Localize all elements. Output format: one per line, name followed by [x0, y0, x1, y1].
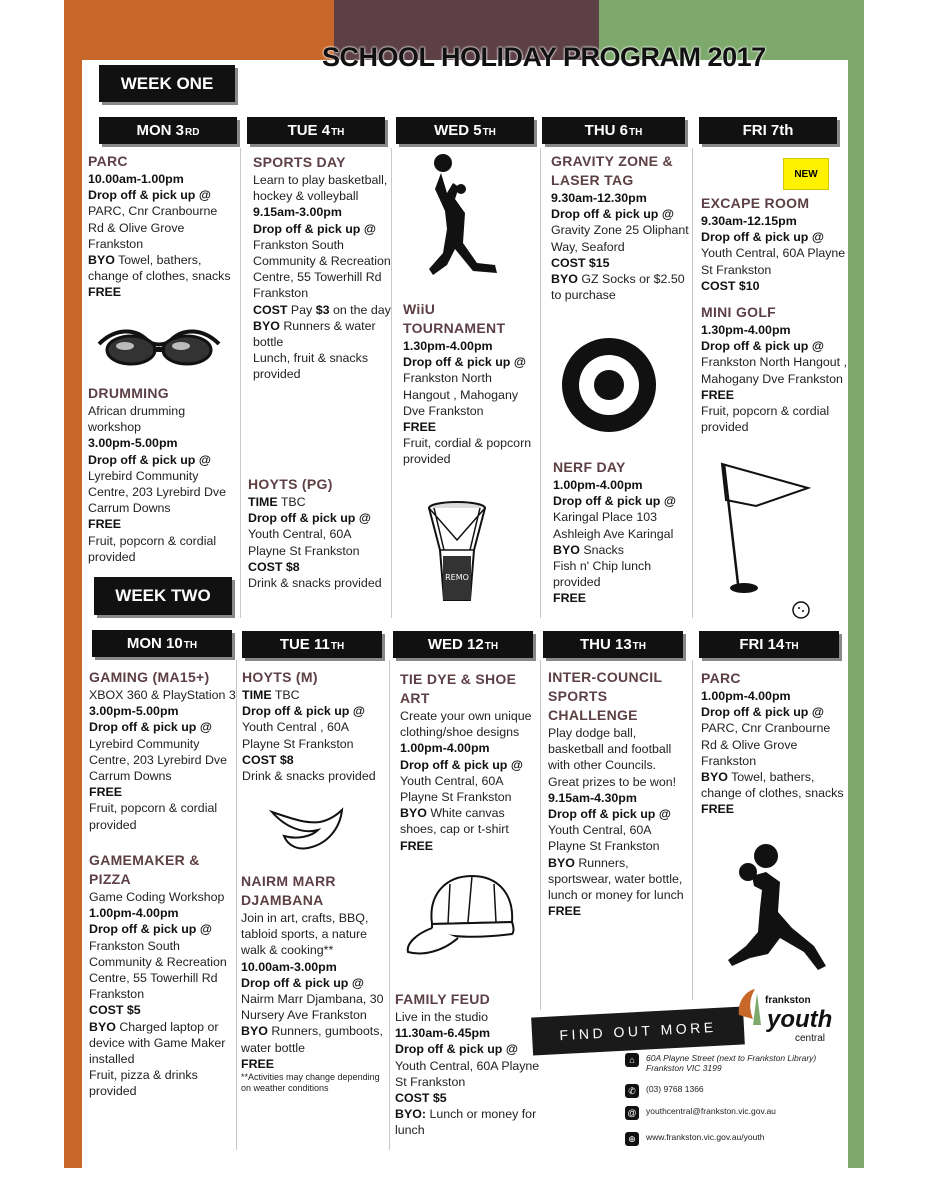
- page-title: SCHOOL HOLIDAY PROGRAM 2017: [322, 42, 766, 72]
- day-header-thu-6: THU 6 $_{TH}$: [542, 117, 685, 144]
- phone-icon: ✆: [625, 1084, 639, 1098]
- contact-website[interactable]: ⊕ www.frankston.vic.gov.au/youth: [625, 1132, 764, 1146]
- day-header-wed-5: WED 5 $_{TH}$: [396, 117, 534, 144]
- activity-gravity-zone-thu6: GRAVITY ZONE & LASER TAG 9.30am-12.30pm Drop off & pick up @ Gravity Zone 25 Oliphant Way, Seaford COST $15 BYO GZ Socks or $2.50 to purchase: [551, 152, 691, 303]
- activity-title: GAMEMAKER & PIZZA: [89, 852, 200, 887]
- boomerang-icon: [268, 806, 346, 852]
- drum-icon: [426, 500, 488, 604]
- column-divider: [391, 148, 392, 618]
- activity-title: SPORTS DAY: [253, 154, 346, 170]
- email-icon: @: [625, 1106, 639, 1120]
- frankston-youth-central-logo: [735, 985, 850, 1047]
- week-two-label: WEEK TWO: [94, 577, 232, 615]
- svg-text:central: central: [795, 1033, 826, 1044]
- activity-gaming-mon10: GAMING (MA15+) XBOX 360 & PlayStation 3 3.00pm-5.00pm Drop off & pick up @ Lyrebird Community Centre, 203 Lyrebird Dve Carrum Downs FREE Fruit, popcorn & cordial provided: [89, 669, 236, 832]
- activity-nairm-marr-tue11: NAIRM MARR DJAMBANA Join in art, crafts, BBQ, tabloid sports, a nature walk & cooking** 10.00am-3.00pm Drop off & pick up @ Nairm Marr Djambana, 30 Nursery Ave Frankston BYO Runners, gumboots, water bottle FREE **Activities may change depending on weather conditions: [241, 872, 389, 1094]
- activity-hoyts-tue11: HOYTS (M) TIME TBC Drop off & pick up @ Youth Central , 60A Playne St Frankston COST $8 Drink & snacks provided: [242, 668, 387, 784]
- activity-parc-fri14: PARC 1.00pm-4.00pm Drop off & pick up @ PARC, Cnr Cranbourne Rd & Olive Grove Frankston BYO Towel, bathers, change of clothes, snacks FREE: [701, 669, 849, 818]
- column-divider: [389, 660, 390, 1150]
- find-out-more-banner: FIND OUT MORE: [531, 1006, 745, 1055]
- netball-player-icon: [722, 842, 832, 978]
- activity-drumming-mon3: DRUMMING African drumming workshop 3.00pm-5.00pm Drop off & pick up @ Lyrebird Community Centre, 203 Lyrebird Dve Carrum Downs FREE Fruit, popcorn & cordial provided: [88, 384, 236, 565]
- activity-title: TIE DYE & SHOE ART: [400, 671, 517, 706]
- goggles-icon: [95, 322, 223, 370]
- activity-title: HOYTS (M): [242, 669, 318, 685]
- column-divider: [692, 660, 693, 1000]
- target-icon: [560, 336, 658, 434]
- activity-title: INTER-COUNCIL SPORTS CHALLENGE: [548, 669, 663, 723]
- activity-title: NERF DAY: [553, 459, 626, 475]
- activity-title: MINI GOLF: [701, 304, 777, 320]
- svg-text:REMO: REMO: [445, 573, 469, 582]
- day-header-fri-7: FRI 7th: [699, 117, 837, 144]
- activity-title: PARC: [701, 670, 741, 686]
- contact-phone: ✆ (03) 9768 1366: [625, 1084, 704, 1098]
- new-badge: NEW: [783, 158, 829, 190]
- day-header-wed-12: WED 12 $_{TH}$: [393, 631, 533, 658]
- activity-inter-council-thu13: INTER-COUNCIL SPORTS CHALLENGE Play dodge ball, basketball and football with other Councils. Great prizes to be won! 9.15am-4.30pm Drop off & pick up @ Youth Central, 60A Playne St Frankston BYO Runners, sportswear, water bottle, lunch or money for lunch FREE: [548, 668, 688, 919]
- day-header-mon-3: MON 3 $_{RD}$: [99, 117, 237, 144]
- globe-icon: ⊕: [625, 1132, 639, 1146]
- basketball-player-icon: [425, 153, 503, 285]
- activity-title: PARC: [88, 153, 128, 169]
- activity-nerf-day-thu6: NERF DAY 1.00pm-4.00pm Drop off & pick up @ Karingal Place 103 Ashleigh Ave Karingal BYO Snacks Fish n' Chip lunch provided FREE: [553, 458, 693, 607]
- activity-hoyts-tue4: HOYTS (PG) TIME TBC Drop off & pick up @ Youth Central, 60A Playne St Frankston COST $8 Drink & snacks provided: [248, 475, 388, 591]
- activity-title: WiiU TOURNAMENT: [403, 301, 506, 336]
- home-icon: ⌂: [625, 1053, 639, 1067]
- day-header-tue-4: TUE 4 $_{TH}$: [247, 117, 385, 144]
- activity-title: HOYTS (PG): [248, 476, 333, 492]
- activity-title: GRAVITY ZONE & LASER TAG: [551, 153, 673, 188]
- activity-wiiu-wed5: WiiU TOURNAMENT 1.30pm-4.00pm Drop off & pick up @ Frankston North Hangout , Mahogany Dve Frankston FREE Fruit, cordial & popcorn provided: [403, 300, 541, 468]
- day-header-mon-10: MON 10 $_{TH}$: [92, 630, 232, 657]
- activity-title: DRUMMING: [88, 385, 169, 401]
- activity-escape-room-fri7: EXCAPE ROOM 9.30am-12.15pm Drop off & pick up @ Youth Central, 60A Playne St Frankston COST $10: [701, 194, 849, 294]
- svg-text:youth: youth: [767, 1006, 833, 1033]
- activity-title: GAMING (MA15+): [89, 669, 210, 685]
- column-divider: [240, 148, 241, 618]
- contact-email[interactable]: @ youthcentral@frankston.vic.gov.au: [625, 1106, 776, 1120]
- activity-mini-golf-fri7: MINI GOLF 1.30pm-4.00pm Drop off & pick up @ Frankston North Hangout , Mahogany Dve Frankston FREE Fruit, popcorn & cordial provided: [701, 304, 848, 435]
- day-header-tue-11: TUE 11 $_{TH}$: [242, 631, 382, 658]
- activity-family-feud-wed12: FAMILY FEUD Live in the studio 11.30am-6.45pm Drop off & pick up @ Youth Central, 60A Playne St Frankston COST $5 BYO: Lunch or money for lunch: [395, 991, 540, 1138]
- day-header-thu-13: THU 13 $_{TH}$: [543, 631, 683, 658]
- activity-tie-dye-wed12: TIE DYE & SHOE ART Create your own unique clothing/shoe designs 1.00pm-4.00pm Drop off & pick up @ Youth Central, 60A Playne St Frankston BYO White canvas shoes, cap or t-shirt FREE: [400, 670, 540, 854]
- svg-text:frankston: frankston: [765, 995, 811, 1006]
- activity-sports-day-tue4: SPORTS DAY Learn to play basketball, hockey & volleyball 9.15am-3.00pm Drop off & pick up @ Frankston South Community & Recreation Centre, 55 Towerhill Rd Frankston COST Pay $3 on the day BYO Runners & water bottle Lunch, fruit & snacks provided: [253, 154, 391, 382]
- activity-gamemaker-mon10: GAMEMAKER & PIZZA Game Coding Workshop 1.00pm-4.00pm Drop off & pick up @ Frankston South Community & Recreation Centre, 55 Towerhill Rd Frankston COST $5 BYO Charged laptop or device with Game Maker installed Fruit, pizza & drinks provided: [89, 851, 237, 1100]
- activity-title: NAIRM MARR DJAMBANA: [241, 873, 336, 908]
- day-header-fri-14: FRI 14 $_{TH}$: [699, 631, 839, 658]
- golf-flag-icon: [716, 460, 816, 620]
- activity-title: EXCAPE ROOM: [701, 195, 810, 211]
- column-divider: [540, 660, 541, 1010]
- cap-icon: [402, 872, 526, 960]
- activity-parc-mon3: PARC 10.00am-1.00pm Drop off & pick up @ PARC, Cnr Cranbourne Rd & Olive Grove Frankston BYO Towel, bathers, change of clothes, snacks FREE: [88, 152, 236, 301]
- week-one-label: WEEK ONE: [99, 65, 235, 102]
- contact-address: ⌂ 60A Playne Street (next to Frankston Library) Frankston VIC 3199: [625, 1053, 816, 1073]
- activity-title: FAMILY FEUD: [395, 991, 491, 1007]
